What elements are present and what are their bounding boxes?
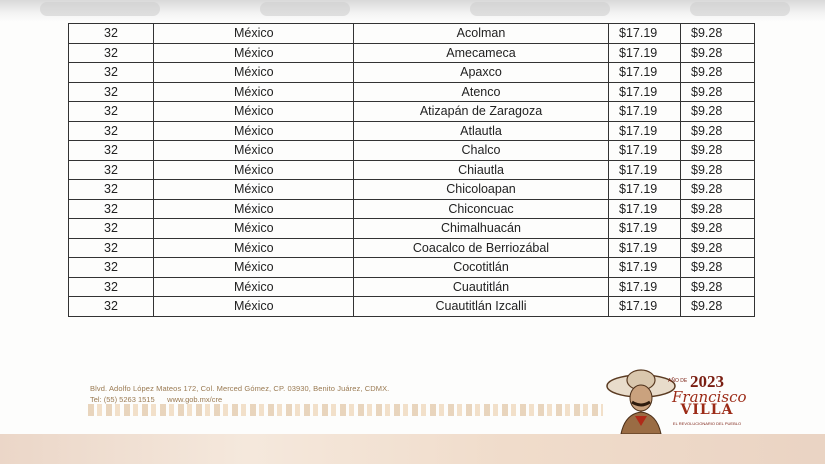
cell-amount-1: $17.19 [609, 219, 681, 239]
footer-website[interactable]: www.gob.mx/cre [167, 395, 223, 404]
cell-municipality: Atenco [354, 82, 609, 102]
cell-municipality: Chicoloapan [354, 180, 609, 200]
footer-contact [90, 395, 222, 404]
cell-code: 32 [69, 121, 154, 141]
cell-amount-1: $17.19 [609, 121, 681, 141]
cell-code: 32 [69, 82, 154, 102]
table-row [69, 121, 755, 141]
table-row [69, 258, 755, 278]
cell-amount-2: $9.28 [681, 238, 755, 258]
cell-state: México [154, 219, 354, 239]
top-blur-band [0, 0, 825, 22]
cell-amount-2: $9.28 [681, 160, 755, 180]
cell-municipality: Cuautitlán [354, 277, 609, 297]
table-row [69, 160, 755, 180]
cell-code: 32 [69, 258, 154, 278]
cell-state: México [154, 102, 354, 122]
cell-amount-1: $17.19 [609, 160, 681, 180]
cell-code: 32 [69, 199, 154, 219]
cell-amount-1: $17.19 [609, 258, 681, 278]
cell-municipality: Amecameca [354, 43, 609, 63]
logo-name-line2: VILLA [680, 402, 734, 418]
cell-amount-2: $9.28 [681, 277, 755, 297]
cell-amount-2: $9.28 [681, 43, 755, 63]
decorative-pattern [88, 404, 603, 416]
cell-code: 32 [69, 24, 154, 44]
cell-municipality: Atlautla [354, 121, 609, 141]
cell-municipality: Apaxco [354, 63, 609, 83]
table-row [69, 43, 755, 63]
cell-state: México [154, 121, 354, 141]
cell-amount-1: $17.19 [609, 277, 681, 297]
cell-amount-2: $9.28 [681, 63, 755, 83]
cell-state: México [154, 63, 354, 83]
table-row [69, 277, 755, 297]
cell-amount-1: $17.19 [609, 24, 681, 44]
cell-amount-2: $9.28 [681, 141, 755, 161]
cell-amount-1: $17.19 [609, 199, 681, 219]
cell-amount-1: $17.19 [609, 180, 681, 200]
cell-state: México [154, 43, 354, 63]
cell-amount-2: $9.28 [681, 82, 755, 102]
footer-phone: Tel: (55) 5263 1515 [90, 395, 155, 404]
cell-municipality: Chiconcuac [354, 199, 609, 219]
cell-code: 32 [69, 238, 154, 258]
table-row [69, 219, 755, 239]
table-body [69, 24, 755, 317]
cell-municipality: Cocotitlán [354, 258, 609, 278]
cell-amount-1: $17.19 [609, 82, 681, 102]
cell-code: 32 [69, 43, 154, 63]
cell-code: 32 [69, 63, 154, 83]
cell-state: México [154, 258, 354, 278]
cell-state: México [154, 24, 354, 44]
cell-code: 32 [69, 277, 154, 297]
cell-amount-1: $17.19 [609, 63, 681, 83]
cell-code: 32 [69, 219, 154, 239]
cell-amount-1: $17.19 [609, 297, 681, 317]
cell-state: México [154, 141, 354, 161]
cell-code: 32 [69, 297, 154, 317]
francisco-villa-portrait-icon [605, 364, 677, 434]
cell-municipality: Chalco [354, 141, 609, 161]
cell-code: 32 [69, 102, 154, 122]
logo-year: 2023 [690, 372, 724, 391]
table-row [69, 82, 755, 102]
footer-address: Blvd. Adolfo López Mateos 172, Col. Merced Gómez, CP. 03930, Benito Juárez, CDMX. [90, 384, 390, 393]
cell-amount-2: $9.28 [681, 297, 755, 317]
cell-municipality: Acolman [354, 24, 609, 44]
table-row [69, 141, 755, 161]
cell-municipality: Cuautitlán Izcalli [354, 297, 609, 317]
cell-amount-2: $9.28 [681, 121, 755, 141]
cell-code: 32 [69, 180, 154, 200]
cell-amount-2: $9.28 [681, 199, 755, 219]
table-row [69, 102, 755, 122]
cell-state: México [154, 238, 354, 258]
cell-municipality: Atizapán de Zaragoza [354, 102, 609, 122]
logo-ano-label: AÑO DE [668, 378, 688, 384]
cell-amount-1: $17.19 [609, 238, 681, 258]
cell-state: México [154, 297, 354, 317]
table-row [69, 199, 755, 219]
cell-amount-1: $17.19 [609, 43, 681, 63]
table-row [69, 180, 755, 200]
cell-code: 32 [69, 160, 154, 180]
cell-state: México [154, 160, 354, 180]
cell-code: 32 [69, 141, 154, 161]
cell-municipality: Chimalhuacán [354, 219, 609, 239]
cell-amount-1: $17.19 [609, 102, 681, 122]
cell-municipality: Coacalco de Berriozábal [354, 238, 609, 258]
cell-state: México [154, 277, 354, 297]
cell-state: México [154, 180, 354, 200]
cell-amount-2: $9.28 [681, 219, 755, 239]
cell-state: México [154, 199, 354, 219]
table-row [69, 63, 755, 83]
municipality-table [68, 23, 755, 317]
cell-amount-2: $9.28 [681, 180, 755, 200]
cell-municipality: Chiautla [354, 160, 609, 180]
cell-amount-2: $9.28 [681, 24, 755, 44]
table-row [69, 238, 755, 258]
cell-amount-2: $9.28 [681, 102, 755, 122]
bottom-blur-band [0, 434, 825, 464]
cell-amount-1: $17.19 [609, 141, 681, 161]
table-row [69, 24, 755, 44]
table-row [69, 297, 755, 317]
cell-state: México [154, 82, 354, 102]
logo-tagline: EL REVOLUCIONARIO DEL PUEBLO [672, 421, 742, 426]
villa-logo [668, 372, 747, 427]
logo-name-line1: Francisco [672, 388, 747, 406]
cell-amount-2: $9.28 [681, 258, 755, 278]
